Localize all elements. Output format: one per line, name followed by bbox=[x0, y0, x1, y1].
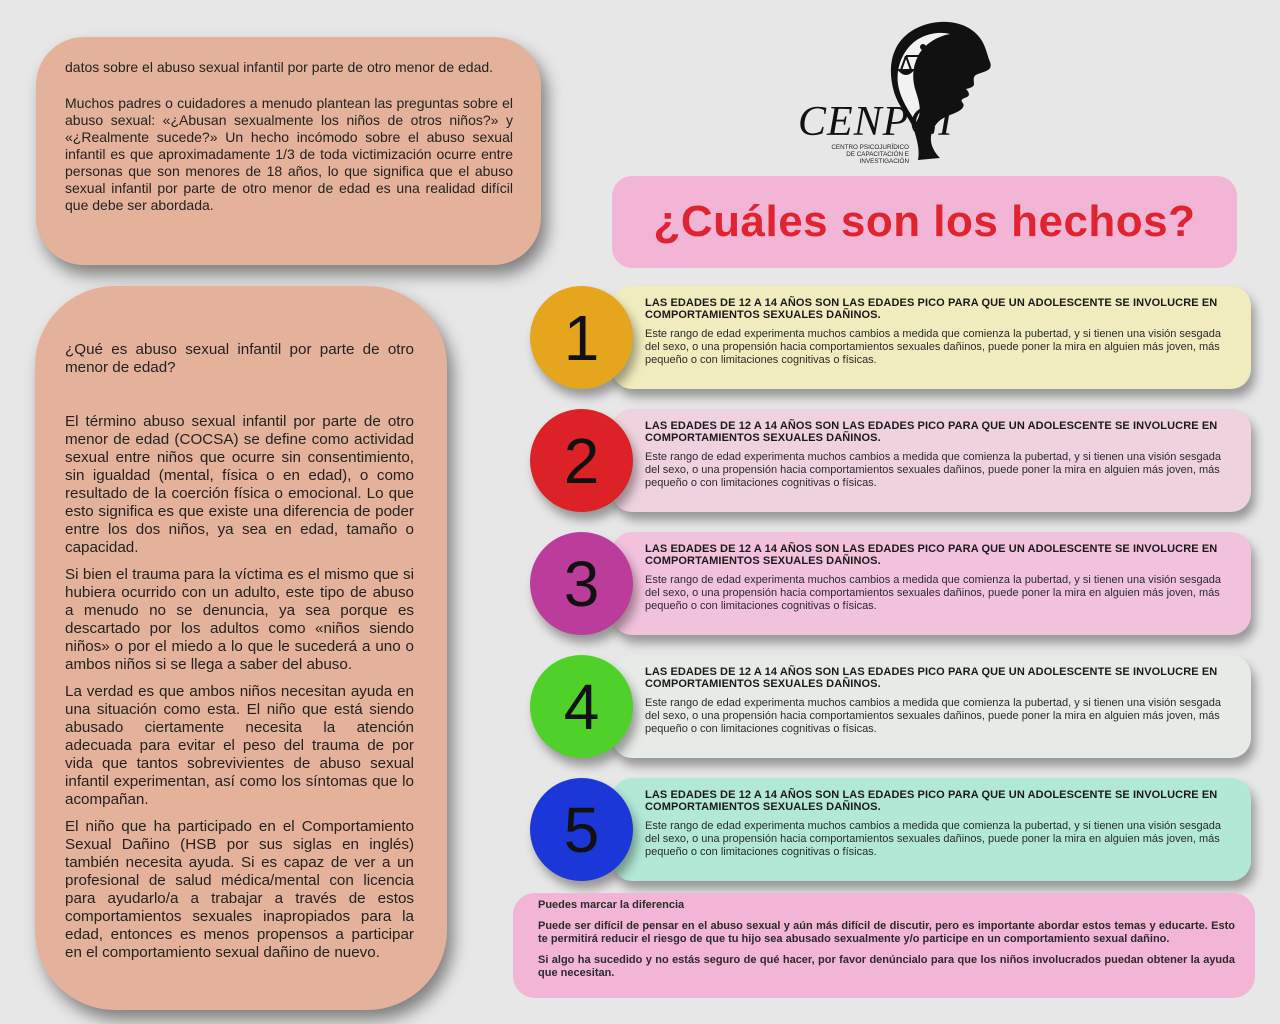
fact-body: Este rango de edad experimenta muchos cambios a medida que comienza la pubertad, y si tienen una visión sesgada del sexo, o una propensión hacia comportamientos sexuales dañinos, puede poner la mira en alguien más joven, más pequeño o con limitaciones cognitivas o físicas. bbox=[645, 451, 1222, 489]
fact-card bbox=[612, 409, 1251, 512]
facts-title: ¿Cuáles son los hechos? bbox=[653, 197, 1196, 246]
intro-card bbox=[36, 37, 541, 265]
fact-number-badge: 2 bbox=[530, 409, 633, 512]
fact-body: Este rango de edad experimenta muchos cambios a medida que comienza la pubertad, y si tienen una visión sesgada del sexo, o una propensión hacia comportamientos sexuales dañinos, puede poner la mira en alguien más joven, más pequeño o con limitaciones cognitivas o físicas. bbox=[645, 697, 1222, 735]
definition-paragraph-3: La verdad es que ambos niños necesitan ayuda en una situación como esta. El niño que está siendo abusado ciertamente necesita la atención adecuada para evitar el peso del trauma de por vida que tantos sobrevivientes de abuso sexual infantil experimentan, así como los síntomas que lo acompañan. bbox=[65, 683, 414, 808]
make-a-difference-paragraph-1: Puede ser difícil de pensar en el abuso sexual y aún más difícil de discutir, pero es importante abordar estos temas y educarte. Esto te permitirá reducir el riesgo de que tu hijo sea abusado sexualmente y/o participe en un comportamiento sexual dañino. bbox=[538, 920, 1235, 945]
fact-number-badge: 5 bbox=[530, 778, 633, 881]
definition-card bbox=[35, 286, 447, 1010]
logo-subtitle-line-2: DE CAPACITACIÓN E INVESTIGACIÓN bbox=[846, 151, 909, 165]
fact-number-badge: 1 bbox=[530, 286, 633, 389]
fact-heading: LAS EDADES DE 12 A 14 AÑOS SON LAS EDADES PICO PARA QUE UN ADOLESCENTE SE INVOLUCRE EN COMPORTAMIENTOS SEXUALES DAÑINOS. bbox=[645, 297, 1218, 321]
fact-body: Este rango de edad experimenta muchos cambios a medida que comienza la pubertad, y si tienen una visión sesgada del sexo, o una propensión hacia comportamientos sexuales dañinos, puede poner la mira en alguien más joven, más pequeño o con limitaciones cognitivas o físicas. bbox=[645, 574, 1222, 612]
fact-body: Este rango de edad experimenta muchos cambios a medida que comienza la pubertad, y si tienen una visión sesgada del sexo, o una propensión hacia comportamientos sexuales dañinos, puede poner la mira en alguien más joven, más pequeño o con limitaciones cognitivas o físicas. bbox=[645, 328, 1222, 366]
logo-wordmark: CENPCI bbox=[798, 99, 954, 145]
fact-body: Este rango de edad experimenta muchos cambios a medida que comienza la pubertad, y si tienen una visión sesgada del sexo, o una propensión hacia comportamientos sexuales dañinos, puede poner la mira en alguien más joven, más pequeño o con limitaciones cognitivas o físicas. bbox=[645, 820, 1222, 858]
definition-paragraph-2: Si bien el trauma para la víctima es el mismo que si hubiera ocurrido con un adulto, este tipo de abuso a menudo no se denuncia, ya sea porque es descartado por los adultos como «niños siendo niños» o por el miedo a lo que le sucederá a uno o ambos niños si se llega a saber del abuso. bbox=[65, 566, 414, 673]
make-a-difference-title: Puedes marcar la diferencia bbox=[538, 899, 685, 911]
intro-paragraph: Muchos padres o cuidadores a menudo plantean las preguntas sobre el abuso sexual: «¿Abusan sexualmente los niños de otros niños?» y «¿Realmente sucede?» Un hecho incómodo sobre el abuso sexual infantil es que aproximadamente 1/3 de toda victimización ocurre entre personas que son menores de 18 años, lo que significa que el abuso sexual infantil por parte de otro menor de edad es una realidad difícil que debe ser abordada. bbox=[65, 95, 513, 213]
definition-question: ¿Qué es abuso sexual infantil por parte de otro menor de edad? bbox=[65, 341, 414, 376]
logo-subtitle-line-1: CENTRO PSICOJURÍDICO bbox=[831, 144, 909, 151]
fact-number-badge: 3 bbox=[530, 532, 633, 635]
fact-card bbox=[612, 778, 1251, 881]
facts-title-banner bbox=[612, 176, 1237, 268]
fact-card bbox=[612, 532, 1251, 635]
definition-paragraph-1: El término abuso sexual infantil por parte de otro menor de edad (COCSA) se define como actividad sexual entre niños que ocurre sin consentimiento, sin igualdad (mental, física o en edad), o como resultado de la coerción física o emocional. Lo que esto significa es que existe una diferencia de poder entre los dos niños, ya sea en edad, tamaño o capacidad. bbox=[65, 413, 414, 556]
fact-card bbox=[612, 286, 1251, 389]
make-a-difference-box bbox=[513, 893, 1255, 998]
intro-lead-text: datos sobre el abuso sexual infantil por parte de otro menor de edad. bbox=[65, 59, 494, 75]
definition-paragraph-4: El niño que ha participado en el Comportamiento Sexual Dañino (HSB por sus siglas en inglés) también necesita ayuda. Si es capaz de ver a un profesional de salud médica/mental con licencia para ayudarlo/a a trabajar a través de estos comportamientos sexuales inapropiados para la edad, entonces es menos propensos a participar en el comportamiento sexual dañino de nuevo. bbox=[65, 818, 414, 961]
fact-heading: LAS EDADES DE 12 A 14 AÑOS SON LAS EDADES PICO PARA QUE UN ADOLESCENTE SE INVOLUCRE EN COMPORTAMIENTOS SEXUALES DAÑINOS. bbox=[645, 789, 1218, 813]
make-a-difference-paragraph-2: Si algo ha sucedido y no estás seguro de qué hacer, por favor denúncialo para que los niños involucrados puedan obtener la ayuda que necesitan. bbox=[538, 954, 1235, 979]
fact-number-badge: 4 bbox=[530, 655, 633, 758]
logo-subtitle bbox=[796, 144, 909, 165]
fact-heading: LAS EDADES DE 12 A 14 AÑOS SON LAS EDADES PICO PARA QUE UN ADOLESCENTE SE INVOLUCRE EN COMPORTAMIENTOS SEXUALES DAÑINOS. bbox=[645, 420, 1218, 444]
fact-heading: LAS EDADES DE 12 A 14 AÑOS SON LAS EDADES PICO PARA QUE UN ADOLESCENTE SE INVOLUCRE EN COMPORTAMIENTOS SEXUALES DAÑINOS. bbox=[645, 666, 1218, 690]
fact-heading: LAS EDADES DE 12 A 14 AÑOS SON LAS EDADES PICO PARA QUE UN ADOLESCENTE SE INVOLUCRE EN COMPORTAMIENTOS SEXUALES DAÑINOS. bbox=[645, 543, 1218, 567]
fact-card bbox=[612, 655, 1251, 758]
